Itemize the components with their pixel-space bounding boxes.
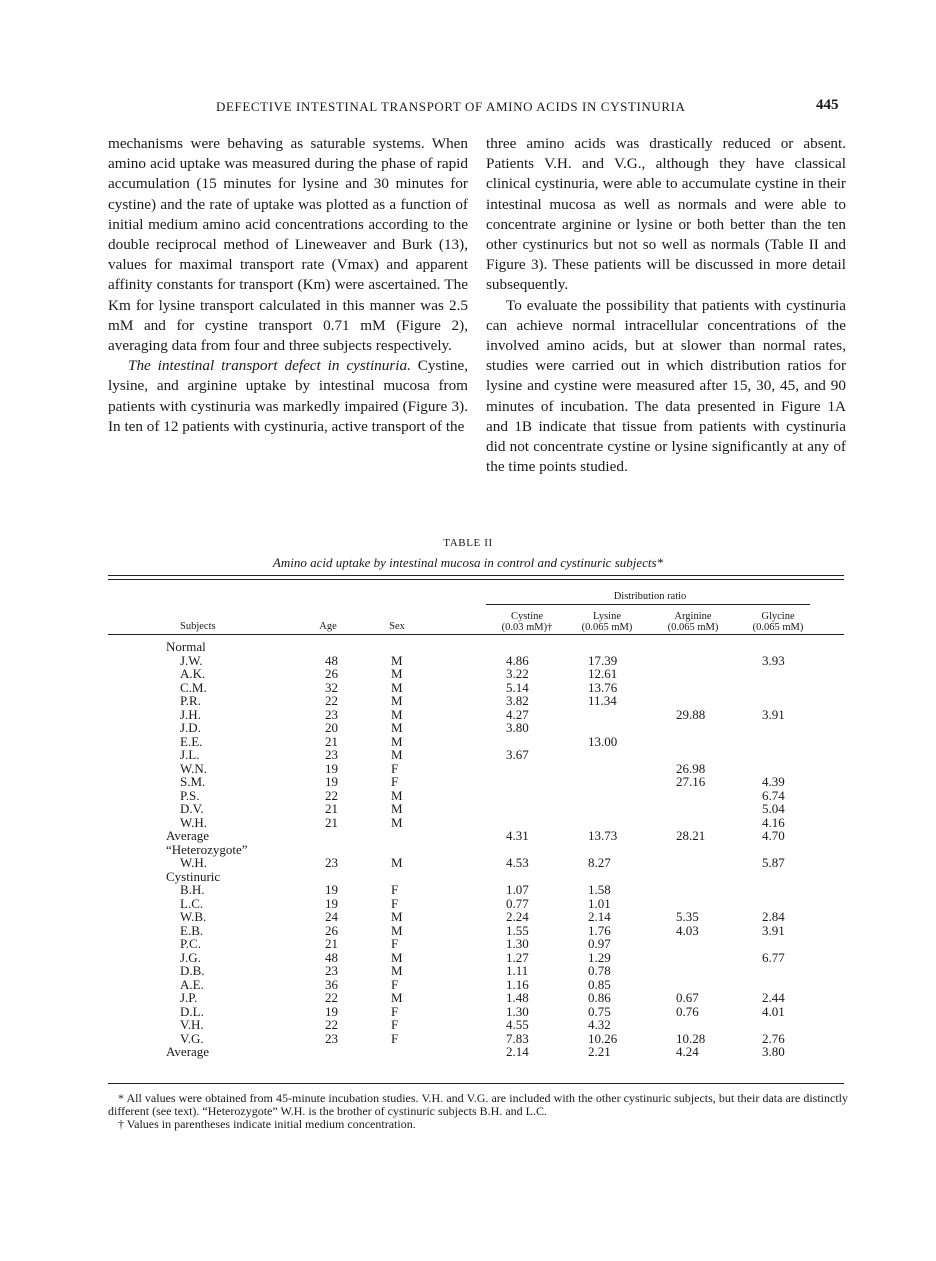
section-heading: The intestinal transport defect in cystinuria. [128,357,411,375]
header-arginine [648,611,738,633]
age-cell: 36 [325,976,338,992]
lysine-cell: 2.21 [588,1044,611,1059]
cystine-cell: 5.14 [506,679,529,695]
lysine-cell: 1.29 [588,949,611,965]
subject-cell: Average [166,828,210,843]
sex-cell: M [391,801,403,816]
table-row [0,856,936,869]
header-lysine-conc: (0.065 mM) [581,622,633,633]
subject-cell: L.C. [180,895,204,911]
sex-cell: F [391,895,399,911]
sex-cell: M [391,909,403,924]
glycine-cell: 6.77 [762,949,785,965]
lysine-cell: 11.34 [588,693,617,708]
sex-cell: M [391,693,403,708]
sex-cell: M [391,666,403,681]
table-row [0,654,936,667]
cystine-cell: 2.14 [506,1044,529,1059]
subject-cell: S.M. [180,774,206,789]
group-label: “Heterozygote” [166,841,248,857]
age-cell: 19 [325,774,338,789]
left-paragraph-1: mechanisms were behaving as saturable systems. When amino acid uptake was measured during the phase of rapid accumulation (15 minutes for lysine and 30 minutes for cystine) and the rate of uptake was plotted as a function of initial medium amino acid concentrations according to the double reciprocal method of Lineweaver and Burk (13), values for maximal transport rate (Vmax) and apparent affinity constants for transport (Km) were ascertained. The Km for lysine transport calculated in this manner was 2.5 mM and for cystine transport 0.71 mM (Figure 2), averaging data from four and three subjects respectively. [108,135,468,355]
cystine-cell: 7.83 [506,1030,529,1046]
age-cell: 24 [325,909,338,924]
table-row [0,721,936,734]
table-row [0,816,936,829]
sex-cell: M [391,855,403,870]
age-cell: 23 [325,747,338,762]
header-lysine [562,611,652,633]
glycine-cell: 4.70 [762,828,785,843]
lysine-cell: 0.97 [588,936,611,951]
subject-cell: D.L. [180,1003,204,1019]
glycine-cell: 6.74 [762,787,785,803]
cystine-cell: 1.48 [506,990,529,1005]
lysine-cell: 0.86 [588,990,611,1005]
table-top-rule-2 [108,579,844,580]
right-paragraph-1: three amino acids was drastically reduced or absent. Patients V.H. and V.G., although they have classical clinical cystinuria, were able to accumulate cystine in their intestinal mucosa as well as normals and were able to concentrate arginine or lysine or both better than the ten other cystinurics but not so well as normals (Table II and Figure 3). These patients will be discussed in more detail subsequently. [486,135,846,294]
subject-cell: V.H. [180,1017,204,1032]
subject-cell: P.S. [180,787,200,803]
subject-cell: C.M. [180,679,207,695]
cystine-cell: 1.30 [506,1003,529,1019]
sex-cell: M [391,814,403,830]
table-row [0,681,936,694]
subject-cell: P.R. [180,693,201,708]
lysine-cell: 1.58 [588,882,611,897]
table-group-row [0,640,936,653]
age-cell: 21 [325,814,338,830]
arginine-cell: 28.21 [676,828,706,843]
glycine-cell: 4.39 [762,774,785,789]
age-cell: 22 [325,990,338,1005]
table-row [0,897,936,910]
age-cell: 48 [325,949,338,965]
sex-cell: M [391,949,403,965]
arginine-cell: 10.28 [676,1030,706,1046]
left-column [108,134,468,437]
age-cell: 32 [325,679,338,695]
group-label: Cystinuric [166,868,221,884]
subject-cell: J.D. [180,720,201,735]
sex-cell: F [391,1030,399,1046]
cystine-cell: 0.77 [506,895,529,911]
sex-cell: M [391,720,403,735]
lysine-cell: 0.75 [588,1003,611,1019]
arginine-cell: 27.16 [676,774,706,789]
age-cell: 26 [325,922,338,938]
glycine-cell: 5.04 [762,801,785,816]
subject-cell: J.H. [180,706,201,722]
table-label: TABLE II [443,537,493,549]
table-row [0,910,936,923]
sex-cell: M [391,787,403,803]
right-column [486,134,846,477]
table-row [0,667,936,680]
lysine-cell: 17.39 [588,652,618,668]
lysine-cell: 2.14 [588,909,611,924]
header-cystine-conc: (0.03 mM)† [501,622,553,633]
subject-cell: A.E. [180,976,204,992]
glycine-cell: 4.16 [762,814,785,830]
sex-cell: M [391,706,403,722]
table-row [0,775,936,788]
header-age: Age [319,621,337,632]
sex-cell: M [391,652,403,668]
header-cystine-name: Cystine [510,611,544,622]
sex-cell: M [391,963,403,978]
table-row [0,937,936,950]
lysine-cell: 8.27 [588,855,611,870]
age-cell: 19 [325,882,338,897]
subject-cell: E.B. [180,922,204,938]
lysine-cell: 13.73 [588,828,618,843]
cystine-cell: 4.86 [506,652,529,668]
sex-cell: F [391,882,399,897]
glycine-cell: 4.01 [762,1003,785,1019]
left-paragraph-2-text: Cystine, lysine, and arginine uptake by intestinal mucosa from patients with cystinuria was markedly impaired (Figure 3). In ten of 12 patients with cystinuria, active transport of the [108,357,469,435]
subject-cell: Average [166,1044,210,1059]
subject-cell: B.H. [180,882,205,897]
sex-cell: M [391,922,403,938]
table-row [0,748,936,761]
footnotes [108,1092,848,1131]
footnote-dagger: † Values in parentheses indicate initial medium concentration. [118,1117,416,1131]
lysine-cell: 1.01 [588,895,611,911]
table-row [0,802,936,815]
glycine-cell: 3.93 [762,652,785,668]
table-row [0,964,936,977]
table-row [0,762,936,775]
subject-cell: J.G. [180,949,201,965]
header-glycine-name: Glycine [761,611,795,622]
table-row [0,735,936,748]
right-paragraph-2: To evaluate the possibility that patients with cystinuria can achieve normal intracellular concentrations of the involved amino acids, but at slower than normal rates, studies were carried out in which distribution ratios for lysine and cystine were measured after 15, 30, 45, and 90 minutes of incubation. The data presented in Figure 1A and 1B indicate that tissue from patients with cystinuria did not concentrate cystine or lysine significantly at any of the time points studied. [486,296,846,476]
lysine-cell: 0.85 [588,976,611,992]
lysine-cell: 12.61 [588,666,618,681]
arginine-cell: 5.35 [676,909,699,924]
table-row [0,991,936,1004]
sex-cell: F [391,1017,399,1032]
distribution-rule [486,604,810,605]
age-cell: 22 [325,1017,338,1032]
age-cell: 23 [325,963,338,978]
header-lysine-name: Lysine [593,611,621,622]
table-group-row [0,843,936,856]
arginine-cell: 0.67 [676,990,699,1005]
table-row [0,1018,936,1031]
lysine-cell: 1.76 [588,922,611,938]
running-head: DEFECTIVE INTESTINAL TRANSPORT OF AMINO ACIDS IN CYSTINURIA [216,99,686,114]
group-label: Normal [166,639,206,654]
glycine-cell: 2.76 [762,1030,785,1046]
cystine-cell: 1.11 [506,963,529,978]
subject-cell: W.B. [180,909,207,924]
cystine-cell: 3.67 [506,747,529,762]
sex-cell: M [391,990,403,1005]
subject-cell: W.N. [180,760,207,776]
table-row [0,789,936,802]
cystine-cell: 4.53 [506,855,529,870]
lysine-cell: 13.00 [588,733,618,749]
header-glycine-conc: (0.065 mM) [752,622,804,633]
subject-cell: W.H. [180,855,207,870]
arginine-cell: 26.98 [676,760,706,776]
age-cell: 22 [325,693,338,708]
lysine-cell: 0.78 [588,963,611,978]
sex-cell: F [391,936,399,951]
header-arginine-name: Arginine [674,611,712,622]
glycine-cell: 5.87 [762,855,785,870]
header-distribution: Distribution ratio [613,591,687,602]
table-row [0,883,936,896]
sex-cell: F [391,1003,399,1019]
cystine-cell: 1.27 [506,949,529,965]
table-group-row [0,870,936,883]
cystine-cell: 3.80 [506,720,529,735]
cystine-cell: 1.07 [506,882,529,897]
arginine-cell: 4.03 [676,922,699,938]
table-caption: Amino acid uptake by intestinal mucosa in control and cystinuric subjects* [272,555,664,570]
table-row [0,978,936,991]
glycine-cell: 2.84 [762,909,785,924]
cystine-cell: 4.55 [506,1017,529,1032]
age-cell: 48 [325,652,338,668]
age-cell: 21 [325,733,338,749]
table-row [0,708,936,721]
header-bottom-rule [108,634,844,635]
age-cell: 19 [325,1003,338,1019]
subject-cell: E.E. [180,733,203,749]
subject-cell: D.V. [180,801,204,816]
header-arginine-conc: (0.065 mM) [667,622,719,633]
cystine-cell: 4.27 [506,706,529,722]
arginine-cell: 4.24 [676,1044,699,1059]
arginine-cell: 0.76 [676,1003,699,1019]
table-row [0,1005,936,1018]
table-row [0,1032,936,1045]
subject-cell: A.K. [180,666,206,681]
sex-cell: F [391,774,399,789]
header-subjects: Subjects [180,621,216,632]
age-cell: 22 [325,787,338,803]
subject-cell: P.C. [180,936,201,951]
table-row [0,694,936,707]
table-bottom-rule [108,1083,844,1084]
lysine-cell: 4.32 [588,1017,611,1032]
header-glycine [733,611,823,633]
sex-cell: M [391,679,403,695]
table-average-row [0,1045,936,1058]
cystine-cell: 2.24 [506,909,529,924]
age-cell: 23 [325,855,338,870]
glycine-cell: 3.91 [762,922,785,938]
subject-cell: J.W. [180,652,203,668]
age-cell: 20 [325,720,338,735]
table-top-rule [108,575,844,576]
age-cell: 21 [325,936,338,951]
table-average-row [0,829,936,842]
subject-cell: V.G. [180,1030,204,1046]
cystine-cell: 3.22 [506,666,529,681]
sex-cell: F [391,976,399,992]
age-cell: 26 [325,666,338,681]
header-cystine [482,611,572,633]
sex-cell: F [391,760,399,776]
cystine-cell: 1.55 [506,922,529,938]
age-cell: 19 [325,760,338,776]
glycine-cell: 2.44 [762,990,785,1005]
arginine-cell: 29.88 [676,706,706,722]
age-cell: 23 [325,706,338,722]
age-cell: 23 [325,1030,338,1046]
lysine-cell: 13.76 [588,679,618,695]
glycine-cell: 3.91 [762,706,785,722]
table-row [0,951,936,964]
subject-cell: J.P. [180,990,198,1005]
subject-cell: D.B. [180,963,205,978]
table-row [0,924,936,937]
sex-cell: M [391,747,403,762]
age-cell: 21 [325,801,338,816]
lysine-cell: 10.26 [588,1030,618,1046]
subject-cell: J.L. [180,747,200,762]
glycine-cell: 3.80 [762,1044,785,1059]
sex-cell: M [391,733,403,749]
header-sex: Sex [389,621,405,632]
cystine-cell: 1.16 [506,976,529,992]
cystine-cell: 3.82 [506,693,529,708]
cystine-cell: 4.31 [506,828,529,843]
cystine-cell: 1.30 [506,936,529,951]
subject-cell: W.H. [180,814,207,830]
age-cell: 19 [325,895,338,911]
left-paragraph-2 [108,356,468,437]
footnote-star: * All values were obtained from 45-minute incubation studies. V.H. and V.G. are included with the other cystinuric subjects, but their data are distinctly different (see text). “Heterozygote” W.H. is the brother of cystinuric subjects B.H. and L.C. [108,1091,848,1118]
page-number: 445 [816,97,839,113]
